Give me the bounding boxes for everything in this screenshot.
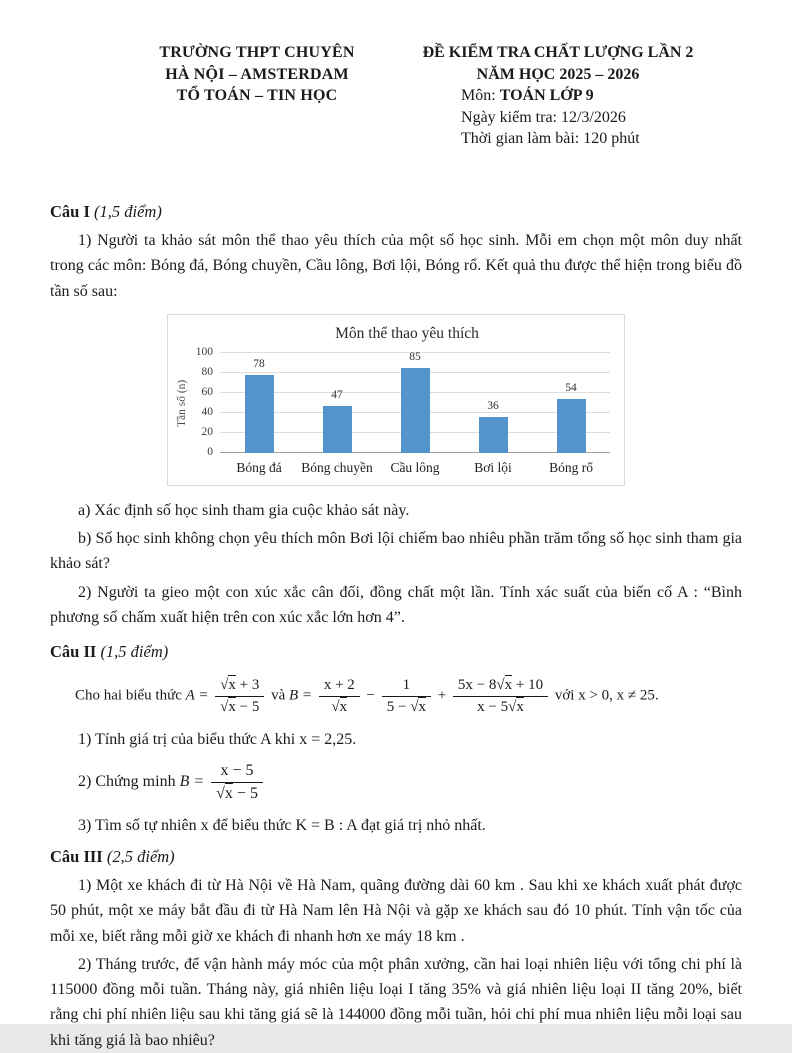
category-label: Bóng rổ	[549, 459, 593, 475]
cau1-question2: 2) Người ta gieo một con xúc xắc cân đối, đồng chất một lần. Tính xác suất của biến cố A : “Bình phương số chấm xuất hiện trên con xúc xắc lớn hơn 4”.	[50, 583, 742, 626]
operator-minus: −	[366, 687, 375, 704]
cau1-question1-intro: 1) Người ta khảo sát môn thể thao yêu thích của một số học sinh. Mỗi em chọn một môn duy nhất trong các môn: Bóng đá, Bóng chuyền, Cầu lông, Bơi lội, Bóng rổ. Kết quả thu được thể hiện trong biểu đồ tần số sau:	[50, 231, 742, 300]
y-tick-label-0: 0	[207, 446, 213, 459]
formula-B-term3: $\frac{5x - 8√x + 10}{x - 5√x}$	[453, 676, 548, 717]
bar-value-label: 85	[409, 351, 421, 364]
category-label: Bóng chuyền	[301, 459, 373, 475]
cau1-question1b: b) Số học sinh không chọn yêu thích môn Bơi lội chiếm bao nhiêu phần trăm tổng số học sinh tham gia khảo sát?	[50, 530, 742, 573]
section-number: Câu II	[50, 642, 101, 662]
cau3-question2: 2) Tháng trước, để vận hành máy móc của một phân xưởng, cần hai loại nhiên liệu với tổng chi phí là 115000 đồng mỗi tuần. Tháng này, giá nhiên liệu loại I tăng 35% và giá nhiên liệu loại II tăng 20%, biết rằng chi phí nhiên liệu sau khi tăng giá sẽ là 144000 đồng mỗi tuần, hỏi chi phí mua nhiên liệu mỗi loại sau khi tăng giá là bao nhiêu?	[50, 955, 742, 1049]
exam-subject-line	[406, 85, 710, 107]
exam-date: Ngày kiểm tra: 12/3/2026	[461, 108, 626, 126]
cau2-question2	[50, 761, 742, 804]
document-header	[50, 42, 742, 150]
operator-plus: +	[437, 687, 447, 704]
section-heading-cau3	[50, 847, 742, 867]
y-axis-ticks	[190, 346, 220, 459]
chart-plot-column	[220, 353, 610, 477]
category-label: Bơi lội	[474, 459, 512, 475]
cau2-expressions-line	[50, 676, 742, 717]
y-tick-label-40: 40	[201, 406, 213, 419]
bar-slot	[376, 353, 454, 453]
section-number: Câu III	[50, 847, 107, 867]
section-points: (2,5 điểm)	[106, 847, 175, 867]
section-points: (1,5 điểm)	[94, 201, 162, 221]
school-info-block	[108, 42, 406, 107]
bar-value-label: 47	[331, 389, 343, 402]
department-name: TỔ TOÁN – TIN HỌC	[176, 87, 338, 105]
formula-A-fraction: $\frac{√x + 3}{√x - 5}$	[215, 676, 264, 717]
domain-condition: với x > 0, x ≠ 25.	[554, 687, 659, 704]
category-label: Bóng đá	[236, 459, 282, 475]
y-tick-label-60: 60	[201, 386, 213, 399]
y-tick-label-20: 20	[201, 426, 213, 439]
formula-B-lhs: B =	[289, 687, 313, 704]
chart-body	[174, 346, 610, 477]
chart-title: Môn thể thao yêu thích	[335, 324, 479, 342]
category-label: Cầu lông	[390, 459, 440, 475]
bar	[479, 417, 508, 453]
section-heading-cau1	[50, 202, 742, 222]
bar-slot	[532, 353, 610, 453]
subject-name: TOÁN LỚP 9	[499, 87, 594, 105]
formula-B-term2: $\frac{1}{5 - √x}$	[382, 676, 431, 717]
exam-info-block	[406, 42, 710, 150]
chart-bars	[220, 353, 610, 453]
frequency-bar-chart	[167, 314, 625, 486]
bar-slot	[298, 353, 376, 453]
exam-title: ĐỀ KIỂM TRA CHẤT LƯỢNG LẦN 2	[422, 44, 694, 61]
chart-plot	[220, 353, 610, 453]
bar	[557, 399, 586, 453]
exam-school-year: NĂM HỌC 2025 – 2026	[476, 65, 640, 83]
bar	[401, 368, 430, 453]
cau3-question1: 1) Một xe khách đi từ Hà Nội về Hà Nam, quãng đường dài 60 km . Sau khi xe khách xuất phát được 50 phút, một xe máy bắt đầu đi từ Hà Nam lên Hà Nội và gặp xe khách sau đó 10 phút. Tính vận tốc của mỗi xe, biết rằng mỗi giờ xe khách đi nhanh hơn xe máy 18 km .	[50, 877, 742, 945]
formula-A-lhs: A =	[185, 687, 209, 704]
subject-label: Môn:	[461, 87, 500, 105]
school-name-line1: TRƯỜNG THPT CHUYÊN	[159, 44, 355, 61]
bar	[245, 375, 274, 453]
section-heading-cau2	[50, 642, 742, 662]
cau2-question3: 3) Tìm số tự nhiên x để biểu thức K = B : A đạt giá trị nhỏ nhất.	[78, 816, 486, 834]
bar-slot	[220, 353, 298, 453]
bar	[323, 406, 352, 453]
conjunction-text: và	[271, 687, 290, 704]
school-name-line2: HÀ NỘI – AMSTERDAM	[165, 65, 349, 83]
cau2-intro-text: Cho hai biểu thức	[75, 687, 186, 704]
exam-duration: Thời gian làm bài: 120 phút	[461, 130, 640, 148]
section-number: Câu I	[50, 201, 95, 221]
y-axis-label: Tần số (n)	[176, 379, 188, 427]
proof-formula-fraction: $\frac{x - 5}{√x - 5}$	[211, 761, 263, 804]
cau2-question2-text: 2) Chứng minh	[78, 773, 180, 791]
bar-value-label: 78	[253, 358, 265, 371]
proof-formula-lhs: B =	[179, 773, 205, 791]
bar-value-label: 36	[487, 400, 499, 413]
section-points: (1,5 điểm)	[100, 642, 169, 662]
formula-B-term1: $\frac{x + 2}{√x}$	[319, 676, 360, 717]
y-tick-label-100: 100	[195, 346, 213, 359]
chart-category-row	[220, 460, 610, 477]
cau2-question1: 1) Tính giá trị của biểu thức A khi x = 2,25.	[78, 730, 357, 748]
cau1-question1a: a) Xác định số học sinh tham gia cuộc khảo sát này.	[78, 501, 410, 519]
y-tick-label-80: 80	[201, 366, 213, 379]
bar-value-label: 54	[565, 382, 577, 395]
bar-slot	[454, 353, 532, 453]
